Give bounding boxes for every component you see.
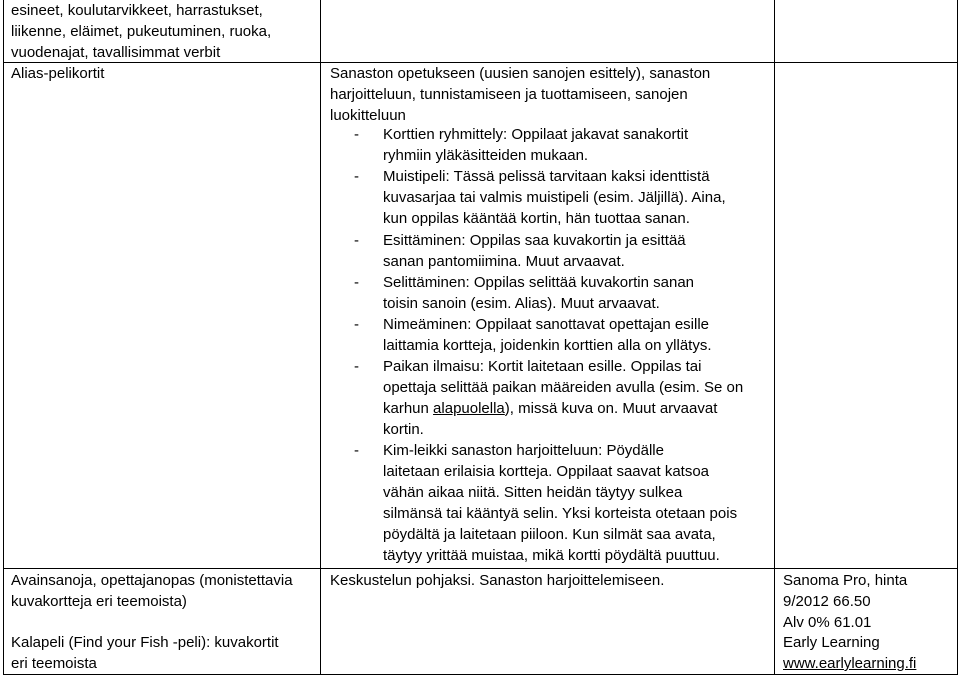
material-title-alias: Alias-pelikortit — [11, 65, 105, 82]
list-item — [330, 316, 770, 358]
item-line: Nimeäminen: Oppilaat sanottavat opettajan esille — [383, 316, 710, 333]
item-line: ryhmiin yläkäsitteiden mukaan. — [383, 147, 589, 164]
material-avainsanoja-line-1: Avainsanoja, opettajanopas (monistettavia — [11, 572, 293, 589]
item-line: täytyy yrittää muistaa, mikä kortti pöydältä puuttuu. — [383, 547, 720, 564]
list-item — [330, 442, 770, 568]
material-avainsanoja-line-2: kuvakortteja eri teemoista) — [11, 593, 187, 610]
list-item — [330, 126, 770, 168]
publisher-line-2: 9/2012 66.50 — [783, 593, 871, 610]
item-line: Esittäminen: Oppilas saa kuvakortin ja esittää — [383, 232, 686, 249]
column-divider-2 — [774, 0, 775, 675]
left-topic-line-3: vuodenajat, tavallisimmat verbit — [11, 44, 221, 61]
dash-bullet: - — [354, 274, 359, 291]
intro-line-3: luokitteluun — [330, 107, 406, 124]
item-line: laitetaan erilaisia kortteja. Oppilaat saavat katsoa — [383, 463, 710, 480]
list-item — [330, 168, 770, 231]
publisher-link[interactable]: www.earlylearning.fi — [783, 655, 917, 672]
intro-line-2: harjoitteluun, tunnistamiseen ja tuottamiseen, sanojen — [330, 86, 688, 103]
dash-bullet: - — [354, 442, 359, 459]
dash-bullet: - — [354, 168, 359, 185]
item-line: sanan pantomiimina. Muut arvaavat. — [383, 253, 625, 270]
item-line: Muistipeli: Tässä pelissä tarvitaan kaksi identtistä — [383, 168, 710, 185]
item-line: laittamia kortteja, joidenkin korttien alla on yllätys. — [383, 337, 712, 354]
item-line: kuvasarjaa tai valmis muistipeli (esim. Jäljillä). Aina, — [383, 189, 726, 206]
item-line: Selittäminen: Oppilas selittää kuvakortin sanan — [383, 274, 695, 291]
item-line: vähän aikaa niitä. Sitten heidän täytyy sulkea — [383, 484, 683, 501]
item-line: kun oppilas kääntää kortin, hän tuottaa sanan. — [383, 210, 690, 227]
material-kalapeli-line-2: eri teemoista — [11, 655, 97, 672]
dash-bullet: - — [354, 316, 359, 333]
intro-line-1: Sanaston opetukseen (uusien sanojen esittely), sanaston — [330, 65, 711, 82]
publisher-line-1: Sanoma Pro, hinta — [783, 572, 908, 589]
list-item — [330, 232, 770, 274]
table-border-right — [957, 0, 958, 675]
left-topic-line-2: liikenne, eläimet, pukeutuminen, ruoka, — [11, 23, 272, 40]
middle-bottom-text: Keskustelun pohjaksi. Sanaston harjoittelemiseen. — [330, 572, 665, 589]
item-line: Korttien ryhmittely: Oppilaat jakavat sanakortit — [383, 126, 689, 143]
item-line-part: karhun — [383, 400, 434, 417]
row-divider-2 — [3, 568, 958, 569]
item-line: silmänsä tai kääntyä selin. Yksi korteista otetaan pois — [383, 505, 738, 522]
item-line: Kim-leikki sanaston harjoitteluun: Pöydälle — [383, 442, 664, 459]
dash-bullet: - — [354, 358, 359, 375]
left-topic-line-1: esineet, koulutarvikkeet, harrastukset, — [11, 2, 263, 19]
column-divider-1 — [320, 0, 321, 675]
item-line: opettaja selittää paikan määreiden avulla (esim. Se on — [383, 379, 744, 396]
list-item — [330, 274, 770, 316]
material-kalapeli-line-1: Kalapeli (Find your Fish -peli): kuvakortit — [11, 634, 279, 651]
publisher-line-4: Early Learning — [783, 634, 880, 651]
table-border-left — [3, 0, 4, 675]
item-line: Paikan ilmaisu: Kortit laitetaan esille. Oppilas tai — [383, 358, 702, 375]
dash-bullet: - — [354, 126, 359, 143]
item-line-part: ), missä kuva on. Muut arvaavat — [504, 400, 718, 417]
item-line: toisin sanoin (esim. Alias). Muut arvaavat. — [383, 295, 660, 312]
item-line: pöydältä ja laitetaan piiloon. Kun silmät saa avata, — [383, 526, 716, 543]
publisher-line-3: Alv 0% 61.01 — [783, 614, 872, 631]
dash-bullet: - — [354, 232, 359, 249]
item-line — [383, 400, 717, 417]
list-item — [330, 358, 770, 442]
underlined-word: alapuolella — [433, 400, 505, 417]
item-line: kortin. — [383, 421, 424, 438]
